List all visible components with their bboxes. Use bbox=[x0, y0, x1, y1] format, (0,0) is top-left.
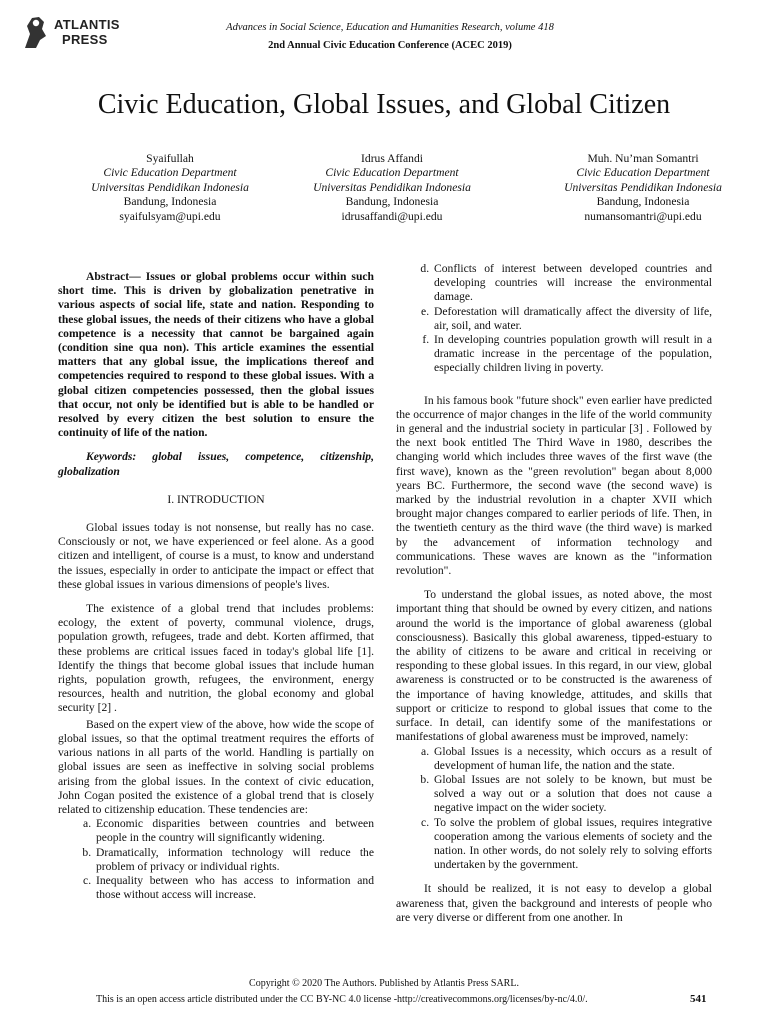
author-name: Muh. Nu’man Somantri bbox=[587, 152, 699, 165]
author-block-3 bbox=[523, 152, 763, 224]
list-item: c. To solve the problem of global issues, requires integrative cooperation among the various elements of society and the nation. In other words, do not solely rely to solving efforts undertaken by the government. bbox=[432, 816, 712, 873]
author-university: Universitas Pendidikan Indonesia bbox=[313, 180, 471, 194]
author-block-1 bbox=[50, 152, 290, 224]
body-paragraph: Based on the expert view of the above, how wide the scope of global issues, so that the optimal treatment requires the efforts of various nations in all parts of the world. Handling is partially on global issues are seen as ineffective in solving social problems arising from the global issues. In the context of civic education, John Cogan posited the existence of a global trend that is closely related to citizenship education. These tendencies are: bbox=[58, 717, 374, 816]
body-paragraph: In his famous book "future shock" even earlier have predicted the occurrence of major changes in the life of the world community in general and the industrial society in particular [3] . Followed by the next book entitled The Third Wave in 1980, describes the changing world which includes three waves of the first wave (the first wave), known as the "green revolution" began about 8,000 years BC. Furthermore, the second wave (the second wave) is marked by the industrial revolution in a chapter XVII which brought major changes compared to earlier periods of life. Then, in the twentieth century as the third wave (the third wave) is marked by the advancement of information technology and communications. These waves are known as the "information revolution". bbox=[396, 393, 712, 578]
list-item: a. Economic disparities between countries and between people in the country will significantly widening. bbox=[94, 817, 374, 845]
author-name: Idrus Affandi bbox=[361, 152, 423, 165]
list-item: c. Inequality between who has access to information and those without access will increase. bbox=[94, 874, 374, 902]
list-item: d. Conflicts of interest between developed countries and developing countries will increase the environmental damage. bbox=[432, 262, 712, 305]
logo-line1: ATLANTIS bbox=[54, 17, 120, 32]
author-email: numansomantri@upi.edu bbox=[584, 209, 702, 223]
author-block-2 bbox=[272, 152, 512, 224]
author-city: Bandung, Indonesia bbox=[596, 195, 690, 209]
author-department: Civic Education Department bbox=[103, 166, 237, 180]
author-email: syaifulsyam@upi.edu bbox=[119, 209, 221, 223]
author-city: Bandung, Indonesia bbox=[345, 195, 439, 209]
page-number: 541 bbox=[690, 993, 707, 1005]
author-university: Universitas Pendidikan Indonesia bbox=[91, 180, 249, 194]
paper-title: Civic Education, Global Issues, and Global Citizen bbox=[97, 89, 671, 120]
journal-name: Advances in Social Science, Education and Humanities Research, volume 418 bbox=[226, 22, 554, 33]
publisher-logo bbox=[22, 14, 132, 54]
conference-name: 2nd Annual Civic Education Conference (ACEC 2019) bbox=[268, 40, 512, 51]
list-item: b. Dramatically, information technology will reduce the problem of privacy or individual rights. bbox=[94, 846, 374, 874]
left-column bbox=[58, 270, 374, 912]
list-item: a. Global Issues is a necessity, which occurs as a result of development of human life, the nation and the state. bbox=[432, 745, 712, 773]
license-notice: This is an open access article distributed under the CC BY-NC 4.0 license -http://creativecommons.org/licenses/by-nc/4.0/. bbox=[96, 994, 588, 1005]
list-item: f. In developing countries population growth will result in a dramatic increase in the percentage of the population, especially children living in poverty. bbox=[432, 333, 712, 376]
author-email: idrusaffandi@upi.edu bbox=[341, 209, 443, 223]
list-item: b. Global Issues are not solely to be known, but must be solved a way out or a solution that does not cause a negative impact on the wider society. bbox=[432, 773, 712, 816]
tendency-list-start bbox=[58, 817, 374, 902]
author-name: Syaifullah bbox=[146, 152, 194, 165]
keywords: Keywords: global issues, competence, citizenship, globalization bbox=[58, 450, 374, 478]
author-university: Universitas Pendidikan Indonesia bbox=[564, 180, 722, 194]
body-paragraph: To understand the global issues, as noted above, the most important thing that should be owned by every citizen, and nations around the world is the importance of global awareness (global consciousness). Basically this global awareness, tipped-estuary to the ability of citizens to be aware and critical in receiving or responding to these global issues. In this regard, in our view, global awareness is constructed or to be constructed is the awareness of the importance of having knowledge, attitudes, and skills that support or criticize to respond to global issues that come to the surface. In detail, can identify some of the manifestations or manifestations of global awareness must be improved, namely: bbox=[396, 588, 712, 744]
author-department: Civic Education Department bbox=[325, 166, 459, 180]
tendency-list-continued bbox=[396, 262, 712, 376]
list-item: e. Deforestation will dramatically affect the diversity of life, air, soil, and water. bbox=[432, 305, 712, 333]
logo-wordmark bbox=[54, 17, 120, 47]
right-column bbox=[396, 262, 712, 935]
awareness-list bbox=[396, 745, 712, 873]
body-paragraph: It should be realized, it is not easy to develop a global awareness that, given the background and interests of people who are very diverse or different from one another. In bbox=[396, 882, 712, 924]
author-department: Civic Education Department bbox=[576, 166, 710, 180]
abstract: Abstract— Issues or global problems occur within such short time. This is driven by globalization penetrative in various aspects of social life, state and nation. Responding to these global issues, the needs of their citizens who have a global competence is a necessity that cannot be bargained again (condition sine qua non). This article examines the essential matters that any global issue, the implications thereof and competencies required to respond to these global issues. With a global citizen competencies possessed, then the global issues that occur, not only be identified but is able to be handled or resolved by every citizen the best solution to ensure the continuity of life of the nation. bbox=[58, 270, 374, 440]
logo-line2: PRESS bbox=[62, 32, 108, 47]
atlantis-figure-icon bbox=[22, 14, 48, 50]
body-paragraph: Global issues today is not nonsense, but really has no case. Consciously or not, we have experienced or feel alone. As a good citizen and intelligent, of course is a must, to know and understand the issues, especially in order to anticipate the impact or effect that these global issues in various dimensions of people's lives. bbox=[58, 521, 374, 591]
body-paragraph: The existence of a global trend that includes problems: ecology, the extent of poverty, communal violence, drugs, population growth, refugees, trade and debt. Korten affirmed, that these problems are critical issues faced in today's global life [1]. Identify the things that become global issues that include human rights, population growth, refugees, the environment, energy resources, health and nutrition, the global economy and global security [2] . bbox=[58, 602, 374, 715]
section-heading-introduction: I. INTRODUCTION bbox=[167, 492, 265, 506]
author-city: Bandung, Indonesia bbox=[123, 195, 217, 209]
copyright-notice: Copyright © 2020 The Authors. Published by Atlantis Press SARL. bbox=[249, 978, 519, 989]
